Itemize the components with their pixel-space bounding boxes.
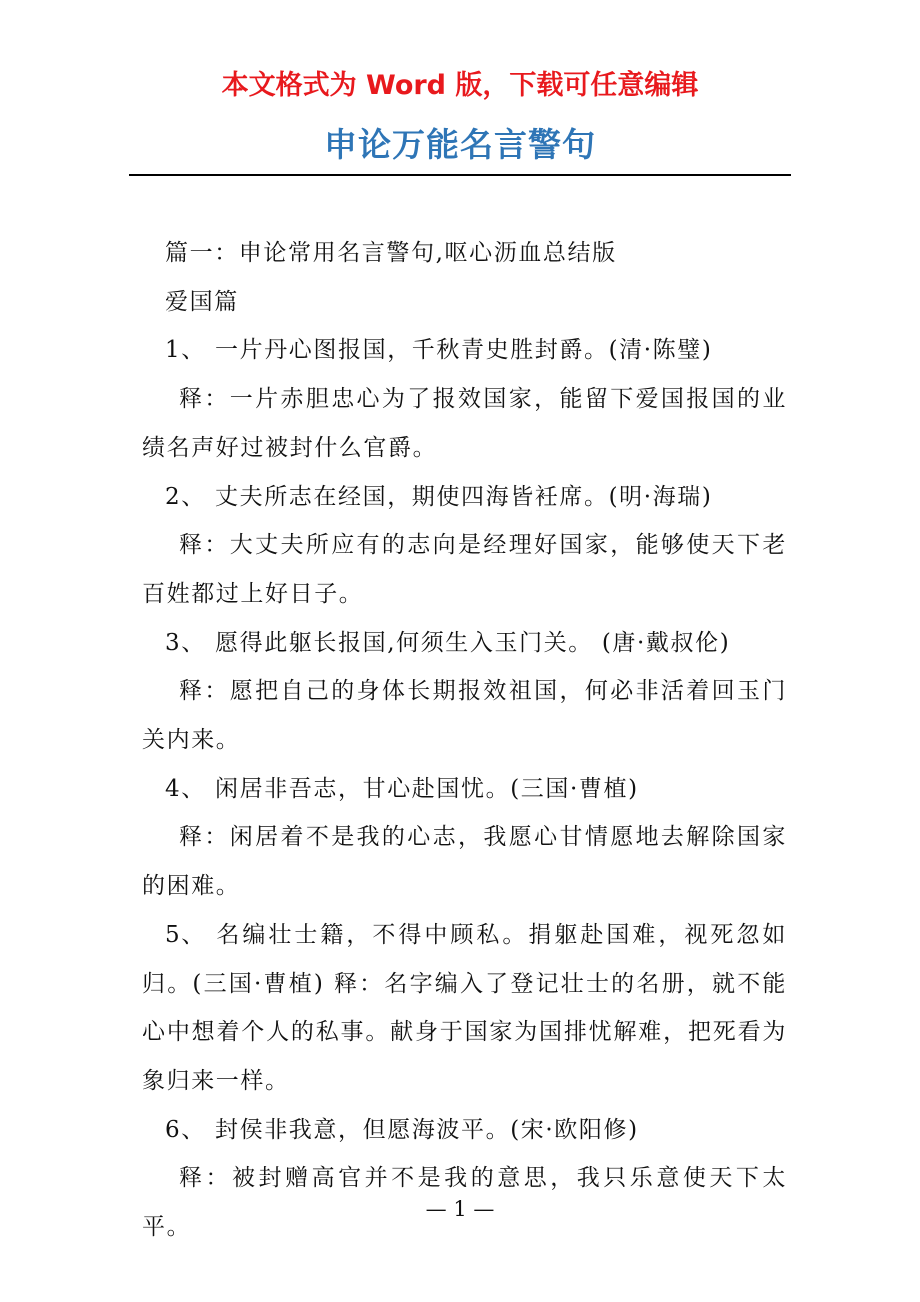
quote-item-3: [142, 619, 787, 668]
item-number: 4、: [165, 775, 206, 802]
quote-item-4: [142, 765, 787, 814]
quote-text: 闲居非吾志，甘心赴国忧。(三国·曹植): [215, 775, 639, 802]
quote-item-1: [142, 326, 787, 375]
title-divider: [129, 174, 791, 176]
item-number: 2、: [165, 483, 206, 510]
explanation-4: 释：闲居着不是我的心志，我愿心甘情愿地去解除国家的困难。: [142, 824, 787, 900]
section-heading: 篇一：申论常用名言警句,呕心沥血总结版: [165, 240, 617, 266]
explanation-1: 释：一片赤胆忠心为了报效国家，能留下爱国报国的业绩名声好过被封什么官爵。: [142, 386, 787, 461]
quote-text: 愿得此躯长报国,何须生入玉门关。 (唐·戴叔伦): [215, 629, 731, 656]
document-title: 申论万能名言警句: [324, 125, 596, 164]
quote-text: 封侯非我意，但愿海波平。(宋·欧阳修): [215, 1116, 639, 1143]
explanation-6: 释：被封赠高官并不是我的意思，我只乐意使天下太平。: [142, 1165, 787, 1241]
quote-text: 丈夫所志在经国，期使四海皆衽席。(明·海瑞): [215, 483, 713, 510]
item-number: 5、: [165, 921, 206, 948]
document-body: [142, 229, 787, 1252]
explanation-2: 释：大丈夫所应有的志向是经理好国家，能够使天下老百姓都过上好日子。: [142, 532, 787, 607]
quote-item-6: [142, 1106, 787, 1155]
quote-text: 名编壮士籍，不得中顾私。捐躯赴国难，视死忽如归。(三国·曹植) 释：名字编入了登记壮士的名册，就不能心中想着个人的私事。献身于国家为国排忧解难，把死看为象归来一样。: [142, 921, 787, 1094]
quote-item-2: [142, 473, 787, 522]
category-heading: 爱国篇: [165, 288, 239, 315]
page-number: — 1 —: [425, 1197, 495, 1221]
quote-text: 一片丹心图报国，千秋青史胜封爵。(清·陈璧): [215, 337, 713, 364]
item-number: 3、: [165, 629, 206, 656]
quote-item-5: [142, 911, 787, 1106]
item-number: 6、: [165, 1116, 206, 1143]
explanation-3: 释：愿把自己的身体长期报效祖国，何必非活着回玉门关内来。: [142, 678, 787, 754]
item-number: 1、: [165, 337, 206, 364]
download-banner: 本文格式为 Word 版，下载可任意编辑: [221, 70, 699, 101]
